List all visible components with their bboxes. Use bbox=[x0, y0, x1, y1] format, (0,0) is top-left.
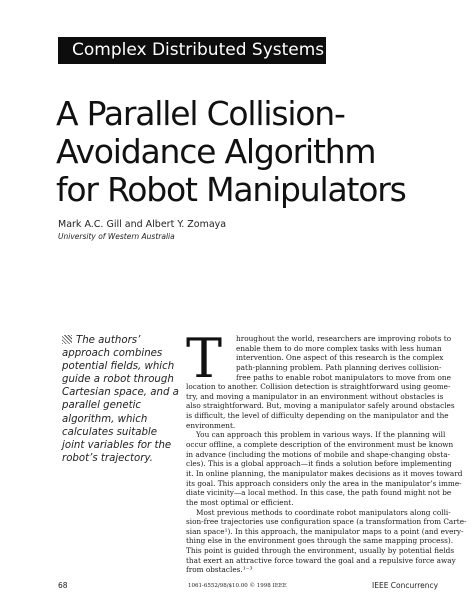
abstract-line: The authors’ bbox=[76, 335, 141, 346]
abstract-line: guide a robot through bbox=[62, 374, 174, 386]
body-line: path-planning problem. Path planning derives collision- bbox=[236, 362, 442, 372]
abstract-line: joint variables for the bbox=[62, 439, 172, 451]
article-title bbox=[56, 95, 456, 209]
body-line: enable them to do more complex tasks with less human bbox=[236, 343, 442, 353]
body-line: sian space¹). In this approach, the manipulator maps to a point (and every- bbox=[186, 526, 464, 536]
section-banner: Complex Distributed Systems bbox=[58, 37, 326, 64]
hatched-square-icon bbox=[62, 335, 72, 344]
body-line: thing else in the environment goes through the same mapping process). bbox=[186, 536, 454, 546]
body-line: This point is guided through the environment, usually by potential fields bbox=[186, 546, 455, 556]
abstract-line: robot’s trajectory. bbox=[62, 452, 153, 464]
body-line: the most optimal or efficient. bbox=[186, 497, 294, 507]
body-line: it. In online planning, the manipulator makes decisions as it moves toward bbox=[186, 468, 463, 478]
body-line: also straightforward. But, moving a manipulator safely around obstacles bbox=[186, 401, 455, 411]
body-line: from obstacles.¹⁻³ bbox=[186, 565, 253, 575]
body-line: cles). This is a global approach—it finds a solution before implementing bbox=[186, 459, 452, 469]
magazine-name: IEEE Concurrency bbox=[372, 581, 439, 590]
author-byline: Mark A.C. Gill and Albert Y. Zomaya bbox=[58, 219, 227, 230]
body-line: is difficult, the level of difficulty depending on the manipulator and the bbox=[186, 411, 449, 421]
title-line: Avoidance Algorithm bbox=[56, 132, 376, 171]
abstract-line: algorithm, which bbox=[62, 413, 148, 425]
body-line: in advance (including the motions of mobile and shape-changing obsta- bbox=[186, 449, 451, 459]
body-line: diate vicinity—a local method. In this case, the path found might not be bbox=[186, 488, 452, 498]
body-line: sion-free trajectories use configuration space (a transformation from Carte- bbox=[186, 517, 467, 527]
body-line: Most previous methods to coordinate robot manipulators along colli- bbox=[196, 507, 451, 517]
body-line: try, and moving a manipulator in an environment without obstacles is bbox=[186, 391, 444, 401]
body-line: environment. bbox=[186, 420, 236, 430]
body-line: occur offline, a complete description of the environment must be known bbox=[186, 440, 454, 450]
abstract-line: Cartesian space, and a bbox=[62, 387, 179, 399]
author-affiliation: University of Western Australia bbox=[58, 232, 175, 241]
abstract-line: approach combines bbox=[62, 348, 163, 360]
page-number: 68 bbox=[58, 581, 68, 590]
body-line: that exert an attractive force toward the goal and a repulsive force away bbox=[186, 555, 456, 565]
body-line: its goal. This approach considers only the area in the manipulator’s imme- bbox=[186, 478, 462, 488]
body-line: free paths to enable robot manipulators to move from one bbox=[236, 372, 451, 382]
copyright-notice: 1061-6552/98/$10.00 © 1998 IEEE bbox=[188, 583, 287, 589]
drop-cap: T bbox=[186, 327, 223, 390]
body-line: intervention. One aspect of this research is the complex bbox=[236, 353, 444, 363]
body-line: You can approach this problem in various ways. If the planning will bbox=[196, 430, 446, 440]
title-line: for Robot Manipulators bbox=[56, 170, 406, 209]
abstract-line: calculates suitable bbox=[62, 426, 158, 438]
title-line: A Parallel Collision- bbox=[56, 94, 345, 133]
abstract-pullout bbox=[62, 334, 179, 465]
body-line: hroughout the world, researchers are improving robots to bbox=[236, 334, 452, 343]
abstract-line: potential fields, which bbox=[62, 361, 175, 373]
body-text bbox=[186, 327, 467, 575]
abstract-line: parallel genetic bbox=[62, 400, 142, 412]
body-line: location to another. Collision detection is straightforward using geome- bbox=[186, 382, 451, 392]
